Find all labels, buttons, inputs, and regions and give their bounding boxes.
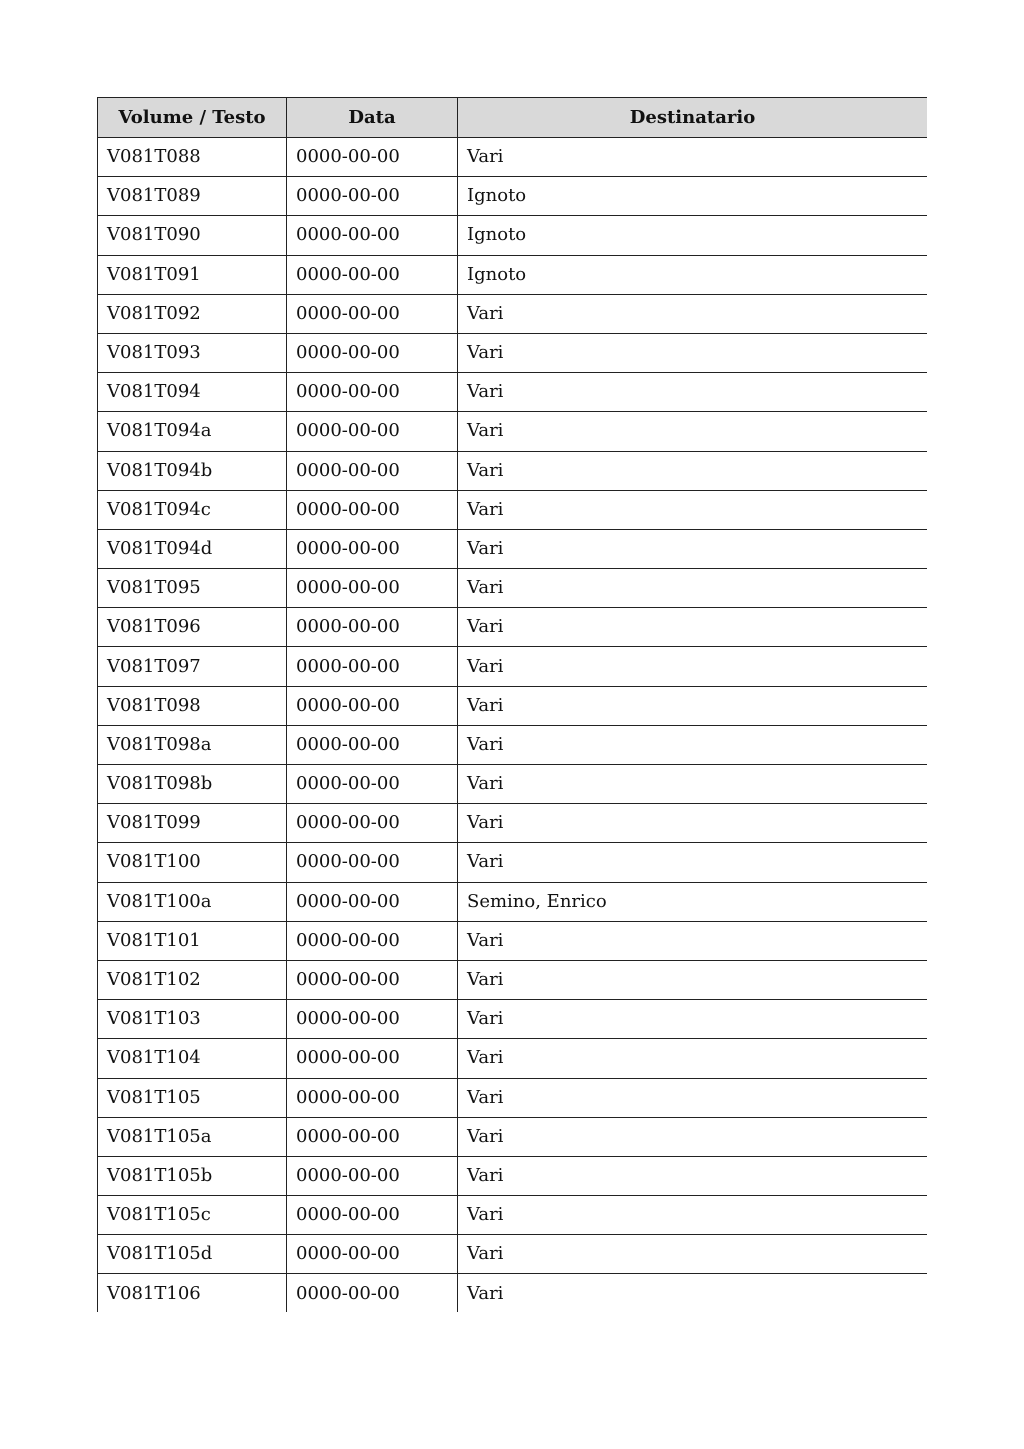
table-row — [98, 843, 928, 882]
cell-data: 0000-00-00 — [287, 333, 458, 372]
cell-data: 0000-00-00 — [287, 177, 458, 216]
cell-data: 0000-00-00 — [287, 1078, 458, 1117]
cell-destinatario: Vari — [458, 1039, 928, 1078]
cell-destinatario: Vari — [458, 529, 928, 568]
cell-data: 0000-00-00 — [287, 725, 458, 764]
cell-volume-testo: V081T095 — [98, 569, 287, 608]
table-row — [98, 725, 928, 764]
cell-volume-testo: V081T091 — [98, 255, 287, 294]
cell-data: 0000-00-00 — [287, 921, 458, 960]
cell-volume-testo: V081T099 — [98, 804, 287, 843]
table-row — [98, 294, 928, 333]
letters-table — [97, 97, 927, 1312]
cell-volume-testo: V081T105 — [98, 1078, 287, 1117]
cell-volume-testo: V081T105b — [98, 1156, 287, 1195]
cell-volume-testo: V081T093 — [98, 333, 287, 372]
cell-volume-testo: V081T104 — [98, 1039, 287, 1078]
cell-volume-testo: V081T100a — [98, 882, 287, 921]
table-row — [98, 960, 928, 999]
cell-data: 0000-00-00 — [287, 882, 458, 921]
table-row — [98, 333, 928, 372]
cell-volume-testo: V081T088 — [98, 138, 287, 177]
cell-volume-testo: V081T101 — [98, 921, 287, 960]
cell-destinatario: Vari — [458, 804, 928, 843]
table-row — [98, 1196, 928, 1235]
cell-destinatario: Vari — [458, 333, 928, 372]
cell-data: 0000-00-00 — [287, 804, 458, 843]
cell-data: 0000-00-00 — [287, 843, 458, 882]
table-row — [98, 1039, 928, 1078]
cell-destinatario: Vari — [458, 1078, 928, 1117]
table-row — [98, 138, 928, 177]
cell-volume-testo: V081T102 — [98, 960, 287, 999]
cell-volume-testo: V081T105d — [98, 1235, 287, 1274]
table-row — [98, 373, 928, 412]
cell-destinatario: Vari — [458, 921, 928, 960]
cell-volume-testo: V081T094d — [98, 529, 287, 568]
cell-volume-testo: V081T105a — [98, 1117, 287, 1156]
table-row — [98, 921, 928, 960]
cell-destinatario: Vari — [458, 960, 928, 999]
cell-destinatario: Vari — [458, 765, 928, 804]
cell-data: 0000-00-00 — [287, 490, 458, 529]
cell-volume-testo: V081T090 — [98, 216, 287, 255]
cell-volume-testo: V081T097 — [98, 647, 287, 686]
cell-data: 0000-00-00 — [287, 451, 458, 490]
cell-data: 0000-00-00 — [287, 608, 458, 647]
table-row — [98, 804, 928, 843]
cell-volume-testo: V081T094 — [98, 373, 287, 412]
cell-volume-testo: V081T098 — [98, 686, 287, 725]
cell-data: 0000-00-00 — [287, 686, 458, 725]
table-row — [98, 1274, 928, 1312]
cell-destinatario: Vari — [458, 608, 928, 647]
table-row — [98, 451, 928, 490]
cell-destinatario: Vari — [458, 1235, 928, 1274]
cell-destinatario: Vari — [458, 843, 928, 882]
cell-data: 0000-00-00 — [287, 255, 458, 294]
cell-volume-testo: V081T094c — [98, 490, 287, 529]
cell-data: 0000-00-00 — [287, 960, 458, 999]
table-row — [98, 882, 928, 921]
cell-destinatario: Ignoto — [458, 177, 928, 216]
cell-data: 0000-00-00 — [287, 412, 458, 451]
table-row — [98, 412, 928, 451]
cell-destinatario: Vari — [458, 1000, 928, 1039]
table-row — [98, 647, 928, 686]
cell-destinatario: Vari — [458, 490, 928, 529]
table-row — [98, 177, 928, 216]
cell-destinatario: Ignoto — [458, 255, 928, 294]
table-body — [98, 138, 928, 1313]
letters-table-container — [97, 97, 927, 1312]
table-row — [98, 255, 928, 294]
table-row — [98, 1000, 928, 1039]
cell-destinatario: Semino, Enrico — [458, 882, 928, 921]
table-row — [98, 686, 928, 725]
cell-volume-testo: V081T098b — [98, 765, 287, 804]
header-data: Data — [287, 98, 458, 138]
table-row — [98, 569, 928, 608]
cell-volume-testo: V081T094b — [98, 451, 287, 490]
cell-destinatario: Vari — [458, 1196, 928, 1235]
table-row — [98, 1078, 928, 1117]
cell-destinatario: Vari — [458, 725, 928, 764]
cell-data: 0000-00-00 — [287, 294, 458, 333]
cell-volume-testo: V081T089 — [98, 177, 287, 216]
table-row — [98, 1235, 928, 1274]
cell-data: 0000-00-00 — [287, 373, 458, 412]
cell-volume-testo: V081T106 — [98, 1274, 287, 1312]
cell-volume-testo: V081T092 — [98, 294, 287, 333]
cell-destinatario: Vari — [458, 412, 928, 451]
cell-data: 0000-00-00 — [287, 1000, 458, 1039]
cell-destinatario: Vari — [458, 1117, 928, 1156]
cell-destinatario: Ignoto — [458, 216, 928, 255]
cell-destinatario: Vari — [458, 647, 928, 686]
cell-data: 0000-00-00 — [287, 1156, 458, 1195]
cell-volume-testo: V081T098a — [98, 725, 287, 764]
cell-data: 0000-00-00 — [287, 1039, 458, 1078]
cell-data: 0000-00-00 — [287, 138, 458, 177]
header-volume-testo: Volume / Testo — [98, 98, 287, 138]
cell-data: 0000-00-00 — [287, 216, 458, 255]
cell-data: 0000-00-00 — [287, 529, 458, 568]
header-row — [98, 98, 928, 138]
cell-data: 0000-00-00 — [287, 765, 458, 804]
cell-volume-testo: V081T094a — [98, 412, 287, 451]
cell-data: 0000-00-00 — [287, 1235, 458, 1274]
header-destinatario: Destinatario — [458, 98, 928, 138]
table-row — [98, 1156, 928, 1195]
cell-data: 0000-00-00 — [287, 1274, 458, 1312]
table-row — [98, 765, 928, 804]
cell-destinatario: Vari — [458, 1156, 928, 1195]
cell-volume-testo: V081T105c — [98, 1196, 287, 1235]
cell-destinatario: Vari — [458, 451, 928, 490]
table-row — [98, 1117, 928, 1156]
cell-data: 0000-00-00 — [287, 1196, 458, 1235]
cell-destinatario: Vari — [458, 1274, 928, 1312]
cell-destinatario: Vari — [458, 294, 928, 333]
cell-data: 0000-00-00 — [287, 569, 458, 608]
table-header — [98, 98, 928, 138]
cell-destinatario: Vari — [458, 373, 928, 412]
cell-destinatario: Vari — [458, 686, 928, 725]
cell-volume-testo: V081T100 — [98, 843, 287, 882]
cell-data: 0000-00-00 — [287, 647, 458, 686]
cell-destinatario: Vari — [458, 138, 928, 177]
cell-volume-testo: V081T096 — [98, 608, 287, 647]
cell-volume-testo: V081T103 — [98, 1000, 287, 1039]
table-row — [98, 216, 928, 255]
table-row — [98, 490, 928, 529]
table-row — [98, 529, 928, 568]
cell-destinatario: Vari — [458, 569, 928, 608]
cell-data: 0000-00-00 — [287, 1117, 458, 1156]
table-row — [98, 608, 928, 647]
